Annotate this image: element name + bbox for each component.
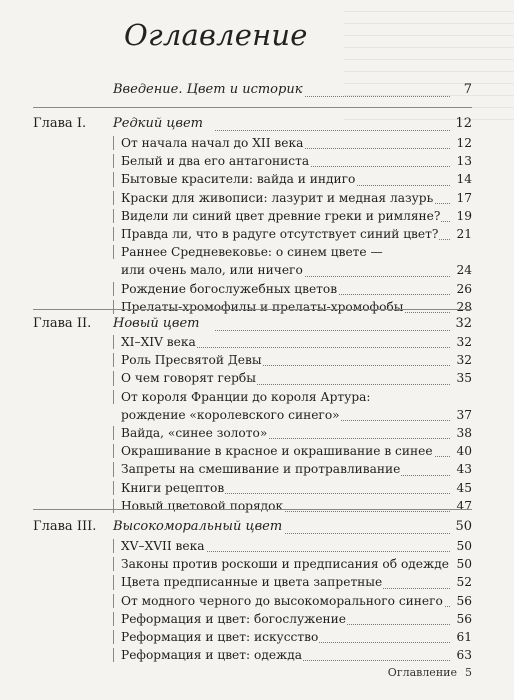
toc-entry-continued — [113, 388, 472, 406]
toc-introduction — [113, 82, 472, 100]
toc-entry — [113, 497, 472, 515]
entry-bar — [113, 154, 114, 168]
entry-bar — [113, 300, 114, 314]
entry-page: 50 — [456, 557, 472, 572]
entry-page: 21 — [456, 226, 472, 241]
entry-title: Запреты на смешивание и протравливание — [121, 460, 401, 478]
chapter-heading-1 — [33, 116, 472, 134]
toc-entry — [113, 610, 472, 628]
chapter-number: Глава I. — [33, 116, 87, 131]
entry-bar — [113, 575, 114, 589]
entry-page: 45 — [456, 480, 472, 495]
running-footer — [388, 666, 472, 679]
entry-title: Вайда, «синее золото» — [121, 424, 268, 442]
toc-entry — [113, 406, 472, 424]
entry-bar — [113, 426, 114, 440]
chapter-page: 12 — [455, 116, 472, 131]
toc-entry — [113, 261, 472, 279]
entry-title: Прелаты-хромофилы и прелаты-хромофобы — [121, 298, 404, 316]
entry-bar — [113, 539, 114, 553]
section-divider — [33, 107, 472, 108]
chapter-3-entries — [113, 537, 472, 664]
entry-title: От модного черного до высокоморального синего — [121, 592, 444, 610]
dot-leader — [283, 96, 450, 97]
toc-entry — [113, 134, 472, 152]
entry-bar — [113, 353, 114, 367]
entry-title: Законы против роскоши и предписания об одежде — [121, 555, 450, 573]
toc-entry — [113, 479, 472, 497]
chapter-title: Высокоморальный цвет — [113, 519, 283, 534]
entry-title: или очень мало, или ничего — [121, 261, 304, 279]
dot-leader — [215, 130, 450, 131]
entry-title: От короля Франции до короля Артура: — [121, 388, 372, 406]
toc-entry — [113, 442, 472, 460]
entry-page: 61 — [456, 629, 472, 644]
entry-bar — [113, 136, 114, 150]
entry-title: Окрашивание в красное и окрашивание в синее — [121, 442, 434, 460]
entry-title: Цвета предписанные и цвета запретные — [121, 573, 383, 591]
entry-page: 12 — [456, 136, 472, 150]
entry-bar — [113, 191, 114, 205]
entry-page: 52 — [456, 575, 472, 590]
entry-page: 47 — [456, 498, 472, 513]
page-title: Оглавление — [124, 18, 308, 52]
toc-entry — [113, 152, 472, 170]
entry-page: 50 — [456, 539, 472, 553]
chapter-number: Глава III. — [33, 519, 97, 534]
toc-entry — [113, 628, 472, 646]
introduction-page: 7 — [463, 82, 472, 97]
entry-page: 63 — [456, 648, 472, 663]
entry-title: Реформация и цвет: одежда — [121, 646, 303, 664]
entry-bar — [113, 462, 114, 476]
entry-page: 13 — [456, 154, 472, 169]
toc-entry — [113, 537, 472, 555]
entry-page: 40 — [456, 444, 472, 459]
entry-bar — [113, 282, 114, 296]
entry-bar — [113, 390, 114, 404]
entry-bar — [113, 612, 114, 626]
entry-page: 37 — [456, 407, 472, 422]
toc-entry — [113, 369, 472, 387]
toc-entry — [113, 460, 472, 478]
entry-bar — [113, 227, 114, 241]
entry-page: 32 — [456, 353, 472, 368]
entry-bar — [113, 172, 114, 186]
entry-page: 17 — [456, 190, 472, 205]
chapter-heading-3 — [33, 519, 472, 537]
dot-leader — [215, 330, 450, 331]
entry-title: О чем говорят гербы — [121, 369, 257, 387]
entry-title: От начала начал до XII века — [121, 134, 304, 152]
toc-entry — [113, 225, 472, 243]
entry-page: 56 — [456, 611, 472, 626]
entry-title: XV–XVII века — [121, 537, 206, 555]
toc-entry — [113, 333, 472, 351]
toc-entry — [113, 298, 472, 316]
entry-bar — [113, 444, 114, 458]
section-divider — [33, 309, 472, 310]
entry-bar — [113, 499, 114, 513]
entry-page: 56 — [456, 593, 472, 608]
toc-entry — [113, 207, 472, 225]
section-divider — [33, 509, 472, 510]
entry-page: 35 — [456, 371, 472, 386]
entry-title: Видели ли синий цвет древние греки и римляне? — [121, 207, 441, 225]
entry-page: 43 — [456, 462, 472, 477]
entry-page: 28 — [456, 299, 472, 314]
entry-title: Краски для живописи: лазурит и медная лазурь — [121, 189, 434, 207]
entry-bar — [113, 630, 114, 644]
toc-entry — [113, 555, 472, 573]
chapter-heading-2 — [33, 316, 472, 334]
chapter-title: Новый цвет — [113, 316, 200, 331]
toc-entry — [113, 280, 472, 298]
entry-title: XI–XIV века — [121, 333, 197, 351]
entry-page: 24 — [456, 263, 472, 278]
toc-entry-continued — [113, 243, 472, 261]
chapter-1-entries — [113, 134, 472, 316]
introduction-label: Введение. Цвет и историк — [113, 82, 303, 97]
entry-bar — [113, 209, 114, 223]
footer-label: Оглавление — [387, 666, 457, 679]
entry-title: Бытовые красители: вайда и индиго — [121, 170, 356, 188]
entry-bar — [113, 557, 114, 571]
toc-entry — [113, 351, 472, 369]
entry-title: рождение «королевского синего» — [121, 406, 341, 424]
entry-page: 14 — [456, 172, 472, 187]
entry-page: 19 — [456, 208, 472, 223]
entry-bar — [113, 335, 114, 349]
entry-title: Реформация и цвет: богослужение — [121, 610, 347, 628]
chapter-title: Редкий цвет — [113, 116, 203, 131]
entry-bar — [113, 594, 114, 608]
entry-bar — [113, 245, 114, 259]
toc-entry — [113, 424, 472, 442]
entry-title: Новый цветовой порядок — [121, 497, 284, 515]
toc-entry — [113, 573, 472, 591]
bleed-through-text — [344, 0, 514, 120]
toc-entry — [113, 170, 472, 188]
entry-title: Белый и два его антагониста — [121, 152, 310, 170]
toc-entry — [113, 592, 472, 610]
entry-title: Книги рецептов — [121, 479, 225, 497]
entry-title: Реформация и цвет: искусство — [121, 628, 319, 646]
page-number: 5 — [465, 666, 472, 679]
chapter-page: 50 — [455, 519, 472, 534]
entry-title: Правда ли, что в радуге отсутствует синий цвет? — [121, 225, 439, 243]
entry-page: 26 — [456, 281, 472, 296]
chapter-number: Глава II. — [33, 316, 92, 331]
entry-page: 32 — [456, 335, 472, 349]
chapter-page: 32 — [455, 316, 472, 331]
toc-entry — [113, 189, 472, 207]
toc-entry — [113, 646, 472, 664]
entry-bar — [113, 481, 114, 495]
entry-bar — [113, 371, 114, 385]
entry-bar — [113, 648, 114, 662]
entry-title: Рождение богослужебных цветов — [121, 280, 338, 298]
entry-title: Роль Пресвятой Девы — [121, 351, 263, 369]
chapter-2-entries — [113, 333, 472, 515]
entry-title: Раннее Средневековье: о синем цвете — — [121, 243, 384, 261]
entry-page: 38 — [456, 425, 472, 440]
